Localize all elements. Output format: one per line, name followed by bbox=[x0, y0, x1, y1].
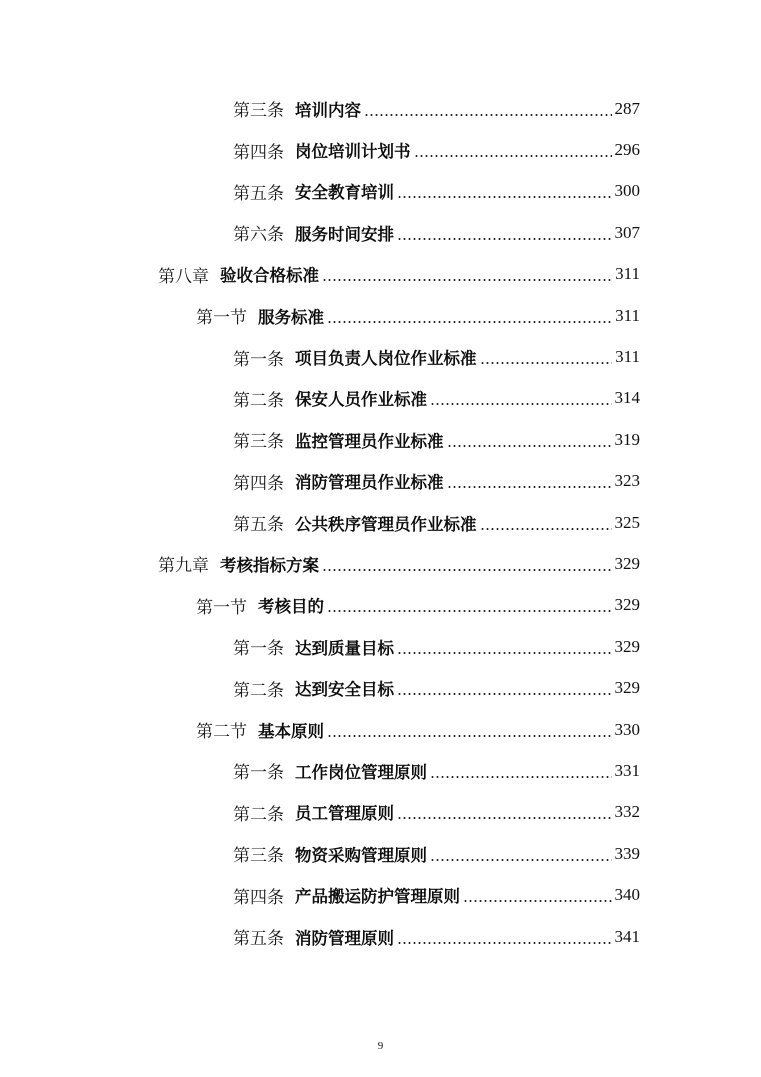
toc-entry-title: 物资采购管理原则 bbox=[295, 845, 427, 865]
toc-entry-number: 第八章 bbox=[158, 266, 209, 287]
toc-entry[interactable] bbox=[0, 543, 761, 584]
toc-entry-title: 项目负责人岗位作业标准 bbox=[295, 349, 477, 369]
toc-dot-leader bbox=[397, 238, 612, 240]
toc-entry-title: 消防管理原则 bbox=[295, 928, 394, 948]
toc-entry-title: 服务标准 bbox=[258, 307, 324, 327]
toc-entry-page: 311 bbox=[615, 305, 640, 325]
toc-entry-number: 第五条 bbox=[233, 929, 284, 949]
toc-entry[interactable] bbox=[0, 461, 761, 502]
toc-entry-number: 第五条 bbox=[233, 515, 284, 536]
page-number: 9 bbox=[377, 1040, 384, 1052]
toc-entry-page: 332 bbox=[614, 802, 640, 822]
toc-entry-title: 考核指标方案 bbox=[220, 555, 319, 575]
toc-entry-page: 311 bbox=[615, 264, 640, 284]
toc-entry-page: 314 bbox=[614, 388, 640, 408]
toc-dot-leader bbox=[430, 859, 612, 861]
toc-entry-page: 340 bbox=[614, 885, 640, 905]
toc-entry-page: 319 bbox=[614, 429, 640, 449]
toc-entry-title: 岗位培训计划书 bbox=[295, 142, 411, 162]
toc-entry-page: 329 bbox=[614, 595, 640, 615]
toc-entry-page: 287 bbox=[614, 98, 640, 118]
toc-dot-leader bbox=[397, 942, 612, 944]
toc-entry[interactable] bbox=[0, 833, 761, 874]
toc-entry[interactable] bbox=[0, 916, 761, 957]
toc-entry[interactable] bbox=[0, 378, 761, 419]
toc-entry[interactable] bbox=[0, 419, 761, 460]
toc-dot-leader bbox=[414, 155, 612, 157]
toc-entry-number: 第二条 bbox=[233, 804, 284, 825]
table-of-contents bbox=[0, 88, 761, 957]
toc-entry[interactable] bbox=[0, 585, 761, 626]
toc-entry-title: 培训内容 bbox=[295, 100, 361, 120]
toc-entry-number: 第五条 bbox=[233, 183, 284, 204]
toc-entry-title: 公共秩序管理员作业标准 bbox=[295, 514, 477, 534]
toc-entry[interactable] bbox=[0, 502, 761, 543]
toc-entry-title: 消防管理员作业标准 bbox=[295, 473, 444, 493]
toc-dot-leader bbox=[447, 445, 612, 447]
toc-entry-title: 产品搬运防护管理原则 bbox=[295, 887, 460, 907]
toc-dot-leader bbox=[327, 610, 612, 612]
toc-dot-leader bbox=[322, 279, 612, 281]
toc-entry-title: 考核目的 bbox=[258, 597, 324, 617]
toc-entry-title: 达到质量目标 bbox=[295, 638, 394, 658]
toc-entry-title: 员工管理原则 bbox=[295, 804, 394, 824]
toc-entry-number: 第四条 bbox=[233, 142, 284, 163]
toc-entry-page: 311 bbox=[615, 347, 640, 367]
toc-dot-leader bbox=[364, 114, 612, 116]
toc-entry-page: 341 bbox=[614, 926, 640, 946]
toc-entry-page: 329 bbox=[614, 678, 640, 698]
toc-entry-number: 第一条 bbox=[233, 349, 284, 370]
toc-dot-leader bbox=[397, 693, 612, 695]
toc-entry-title: 达到安全目标 bbox=[295, 680, 394, 700]
toc-entry-page: 296 bbox=[614, 140, 640, 160]
toc-entry-page: 300 bbox=[614, 181, 640, 201]
toc-entry[interactable] bbox=[0, 129, 761, 170]
toc-entry-page: 331 bbox=[614, 760, 640, 780]
toc-dot-leader bbox=[480, 528, 612, 530]
toc-entry-title: 验收合格标准 bbox=[220, 266, 319, 286]
toc-entry-page: 339 bbox=[614, 843, 640, 863]
toc-entry[interactable] bbox=[0, 667, 761, 708]
toc-entry[interactable] bbox=[0, 254, 761, 295]
toc-entry[interactable] bbox=[0, 750, 761, 791]
toc-entry-page: 323 bbox=[614, 471, 640, 491]
toc-entry-number: 第二条 bbox=[233, 390, 284, 411]
toc-entry-title: 工作岗位管理原则 bbox=[295, 762, 427, 782]
toc-entry-number: 第二节 bbox=[196, 722, 247, 743]
toc-entry-number: 第一条 bbox=[233, 763, 284, 784]
toc-entry[interactable] bbox=[0, 626, 761, 667]
toc-entry[interactable] bbox=[0, 212, 761, 253]
toc-dot-leader bbox=[397, 196, 612, 198]
toc-dot-leader bbox=[327, 735, 612, 737]
toc-entry-number: 第四条 bbox=[233, 887, 284, 908]
toc-entry[interactable] bbox=[0, 336, 761, 377]
toc-entry[interactable] bbox=[0, 792, 761, 833]
toc-entry-title: 监控管理员作业标准 bbox=[295, 431, 444, 451]
toc-entry-page: 329 bbox=[614, 636, 640, 656]
toc-dot-leader bbox=[397, 652, 612, 654]
toc-entry-number: 第四条 bbox=[233, 473, 284, 494]
toc-entry-title: 保安人员作业标准 bbox=[295, 390, 427, 410]
toc-entry[interactable] bbox=[0, 295, 761, 336]
toc-entry-page: 307 bbox=[614, 222, 640, 242]
toc-dot-leader bbox=[322, 569, 612, 571]
toc-entry[interactable] bbox=[0, 88, 761, 129]
toc-entry-number: 第九章 bbox=[158, 556, 209, 577]
toc-entry-number: 第一节 bbox=[196, 597, 247, 618]
toc-entry-number: 第六条 bbox=[233, 225, 284, 246]
toc-entry-title: 服务时间安排 bbox=[295, 224, 394, 244]
toc-dot-leader bbox=[327, 321, 612, 323]
toc-entry-page: 325 bbox=[614, 512, 640, 532]
toc-dot-leader bbox=[430, 403, 612, 405]
toc-entry-number: 第三条 bbox=[233, 846, 284, 867]
toc-entry-number: 第一条 bbox=[233, 639, 284, 660]
toc-entry-number: 第二条 bbox=[233, 680, 284, 701]
toc-dot-leader bbox=[397, 817, 612, 819]
toc-entry[interactable] bbox=[0, 171, 761, 212]
toc-entry-number: 第三条 bbox=[233, 101, 284, 122]
toc-entry-page: 330 bbox=[614, 719, 640, 739]
toc-entry-number: 第一节 bbox=[196, 308, 247, 329]
toc-dot-leader bbox=[447, 486, 612, 488]
toc-entry[interactable] bbox=[0, 709, 761, 750]
toc-entry-title: 基本原则 bbox=[258, 721, 324, 741]
toc-entry-page: 329 bbox=[614, 553, 640, 573]
toc-dot-leader bbox=[480, 362, 613, 364]
toc-dot-leader bbox=[430, 776, 612, 778]
toc-dot-leader bbox=[463, 900, 612, 902]
toc-entry[interactable] bbox=[0, 874, 761, 915]
toc-entry-title: 安全教育培训 bbox=[295, 183, 394, 203]
toc-entry-number: 第三条 bbox=[233, 432, 284, 453]
